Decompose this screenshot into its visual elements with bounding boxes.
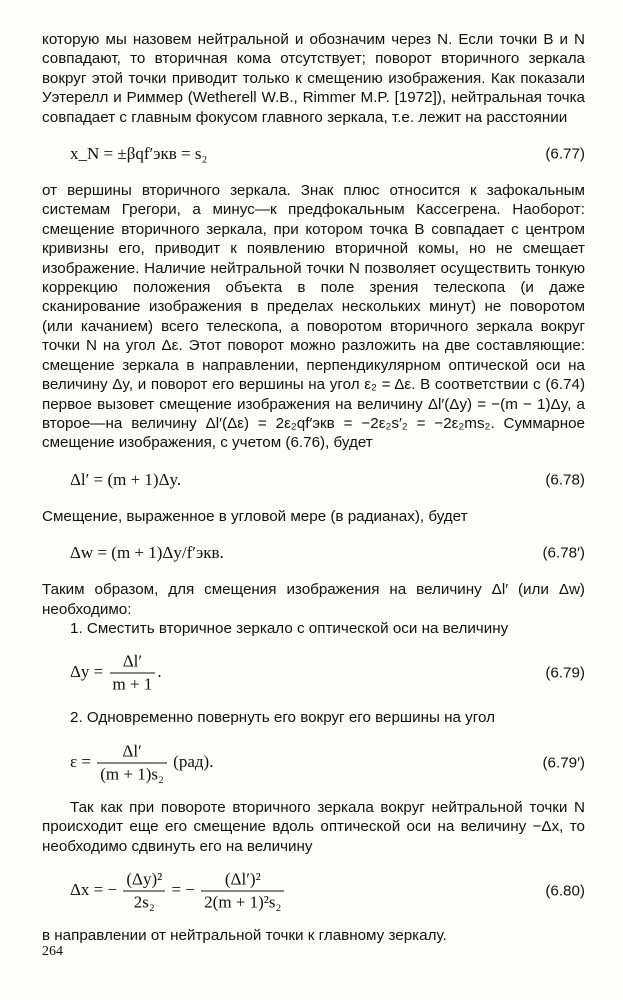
equation-6-80-mid: = − bbox=[171, 879, 195, 899]
page-number: 264 bbox=[42, 944, 63, 959]
paragraph-2: от вершины вторичного зеркала. Знак плюс относится к зафокальным системам Грегори, а минус—к предфокальным Кассегрена. Наоборот: смещение вторичного зеркала, при котором точка B совпадает с центром кривизны его, приводит к появлению вторичной комы, но не смещает изображение. Наличие нейтральной точки N позволяет осуществить тонкую коррекцию положения объекта в поле зрения телескопа (и даже сканирование изображения в пределах нескольких минут) не поворотом (или качанием) всего телескопа, а поворотом вторичного зеркала вокруг точки N на угол Δε. Этот поворот можно разложить на две составляющие: смещение зеркала в направлении, перпендикулярном оптической оси на величину Δy, и поворот его вершины на угол ε₂ = Δε. В соответствии с (6.74) первое вызовет смещение изображения на величину Δl′(Δy) = −(m − 1)Δy, а второе—на величину Δl′(Δε) = 2ε₂qf′экв = −2ε₂s′₂ = −2ε₂ms₂. Суммарное смещение изображения, с учетом (6.76), будет bbox=[42, 182, 585, 452]
paragraph-4: Таким образом, для смещения изображения на величину Δl′ (или Δw) необходимо: bbox=[42, 581, 585, 618]
equation-6-79-denominator: m + 1 bbox=[112, 674, 153, 694]
equation-6-78-number: (6.78) bbox=[545, 471, 585, 489]
equation-6-78-expression: Δl′ = (m + 1)Δy. bbox=[70, 469, 182, 489]
equation-6-79-fraction bbox=[110, 652, 156, 695]
equation-6-79-expression bbox=[70, 652, 162, 695]
equation-6-80-numerator-1: (Δy)² bbox=[123, 869, 165, 891]
paragraph-1: которую мы назовем нейтральной и обозначим через N. Если точки B и N совпадают, то вторичная кома отсутствует; поворот вторичного зеркала вокруг этой точки приводит только к смещению изображения. Как показали Уэтерелл и Риммер (Wetherell W.B., Rimmer M.P. [1972]), нейтральная точка совпадает с главным фокусом главного зеркала, т.е. лежит на расстоянии bbox=[42, 31, 585, 126]
equation-6-78-prime bbox=[42, 534, 585, 572]
equation-6-80-lhs: Δx = − bbox=[70, 879, 118, 899]
equation-6-79-prime-denominator: (m + 1)s₂ bbox=[100, 764, 164, 784]
equation-6-79-prime-expression bbox=[70, 741, 213, 784]
equation-6-80-expression bbox=[70, 869, 286, 912]
list-item-2: 2. Одновременно повернуть его вокруг его вершины на угол bbox=[70, 709, 495, 727]
equation-6-78-prime-expression: Δw = (m + 1)Δy/f′экв. bbox=[70, 543, 224, 563]
equation-6-79-prime-fraction bbox=[97, 741, 167, 784]
equation-6-79-tail: . bbox=[157, 662, 162, 682]
equation-6-79-prime-lhs: ε = bbox=[70, 751, 91, 771]
paragraph-5: Так как при повороте вторичного зеркала вокруг нейтральной точки N происходит еще его смещение вдоль оптической оси на величину −Δx, то необходимо сдвинуть его на величину bbox=[42, 798, 585, 855]
equation-6-80 bbox=[42, 864, 585, 918]
equation-6-79-prime-numerator: Δl′ bbox=[97, 741, 167, 763]
paragraph-6: в направлении от нейтральной точки к главному зеркалу. bbox=[42, 926, 447, 944]
equation-6-80-fraction-2 bbox=[201, 869, 284, 912]
equation-6-79-number: (6.79) bbox=[545, 664, 585, 682]
equation-6-80-denominator-1: 2s₂ bbox=[133, 892, 155, 912]
equation-6-77-number: (6.77) bbox=[545, 145, 585, 163]
equation-6-79 bbox=[42, 646, 585, 700]
equation-6-80-fraction-1 bbox=[123, 869, 165, 912]
page-body bbox=[42, 30, 585, 945]
equation-6-77-expression: x_N = ±βqf′экв = s₂ bbox=[70, 144, 208, 164]
equation-6-79-numerator: Δl′ bbox=[110, 652, 156, 674]
equation-6-79-prime-tail: (рад). bbox=[173, 751, 214, 771]
equation-6-80-number: (6.80) bbox=[545, 882, 585, 900]
equation-6-78-prime-number: (6.78′) bbox=[542, 544, 585, 562]
equation-6-79-lhs: Δy = bbox=[70, 662, 104, 682]
equation-6-78 bbox=[42, 461, 585, 499]
equation-6-80-denominator-2: 2(m + 1)²s₂ bbox=[204, 892, 282, 912]
paragraph-3: Смещение, выраженное в угловой мере (в радианах), будет bbox=[42, 507, 468, 525]
list-item-1: 1. Сместить вторичное зеркало с оптической оси на величину bbox=[70, 619, 509, 637]
equation-6-77 bbox=[42, 135, 585, 173]
equation-6-80-numerator-2: (Δl′)² bbox=[201, 869, 284, 891]
equation-6-79-prime bbox=[42, 736, 585, 790]
equation-6-79-prime-number: (6.79′) bbox=[542, 754, 585, 772]
